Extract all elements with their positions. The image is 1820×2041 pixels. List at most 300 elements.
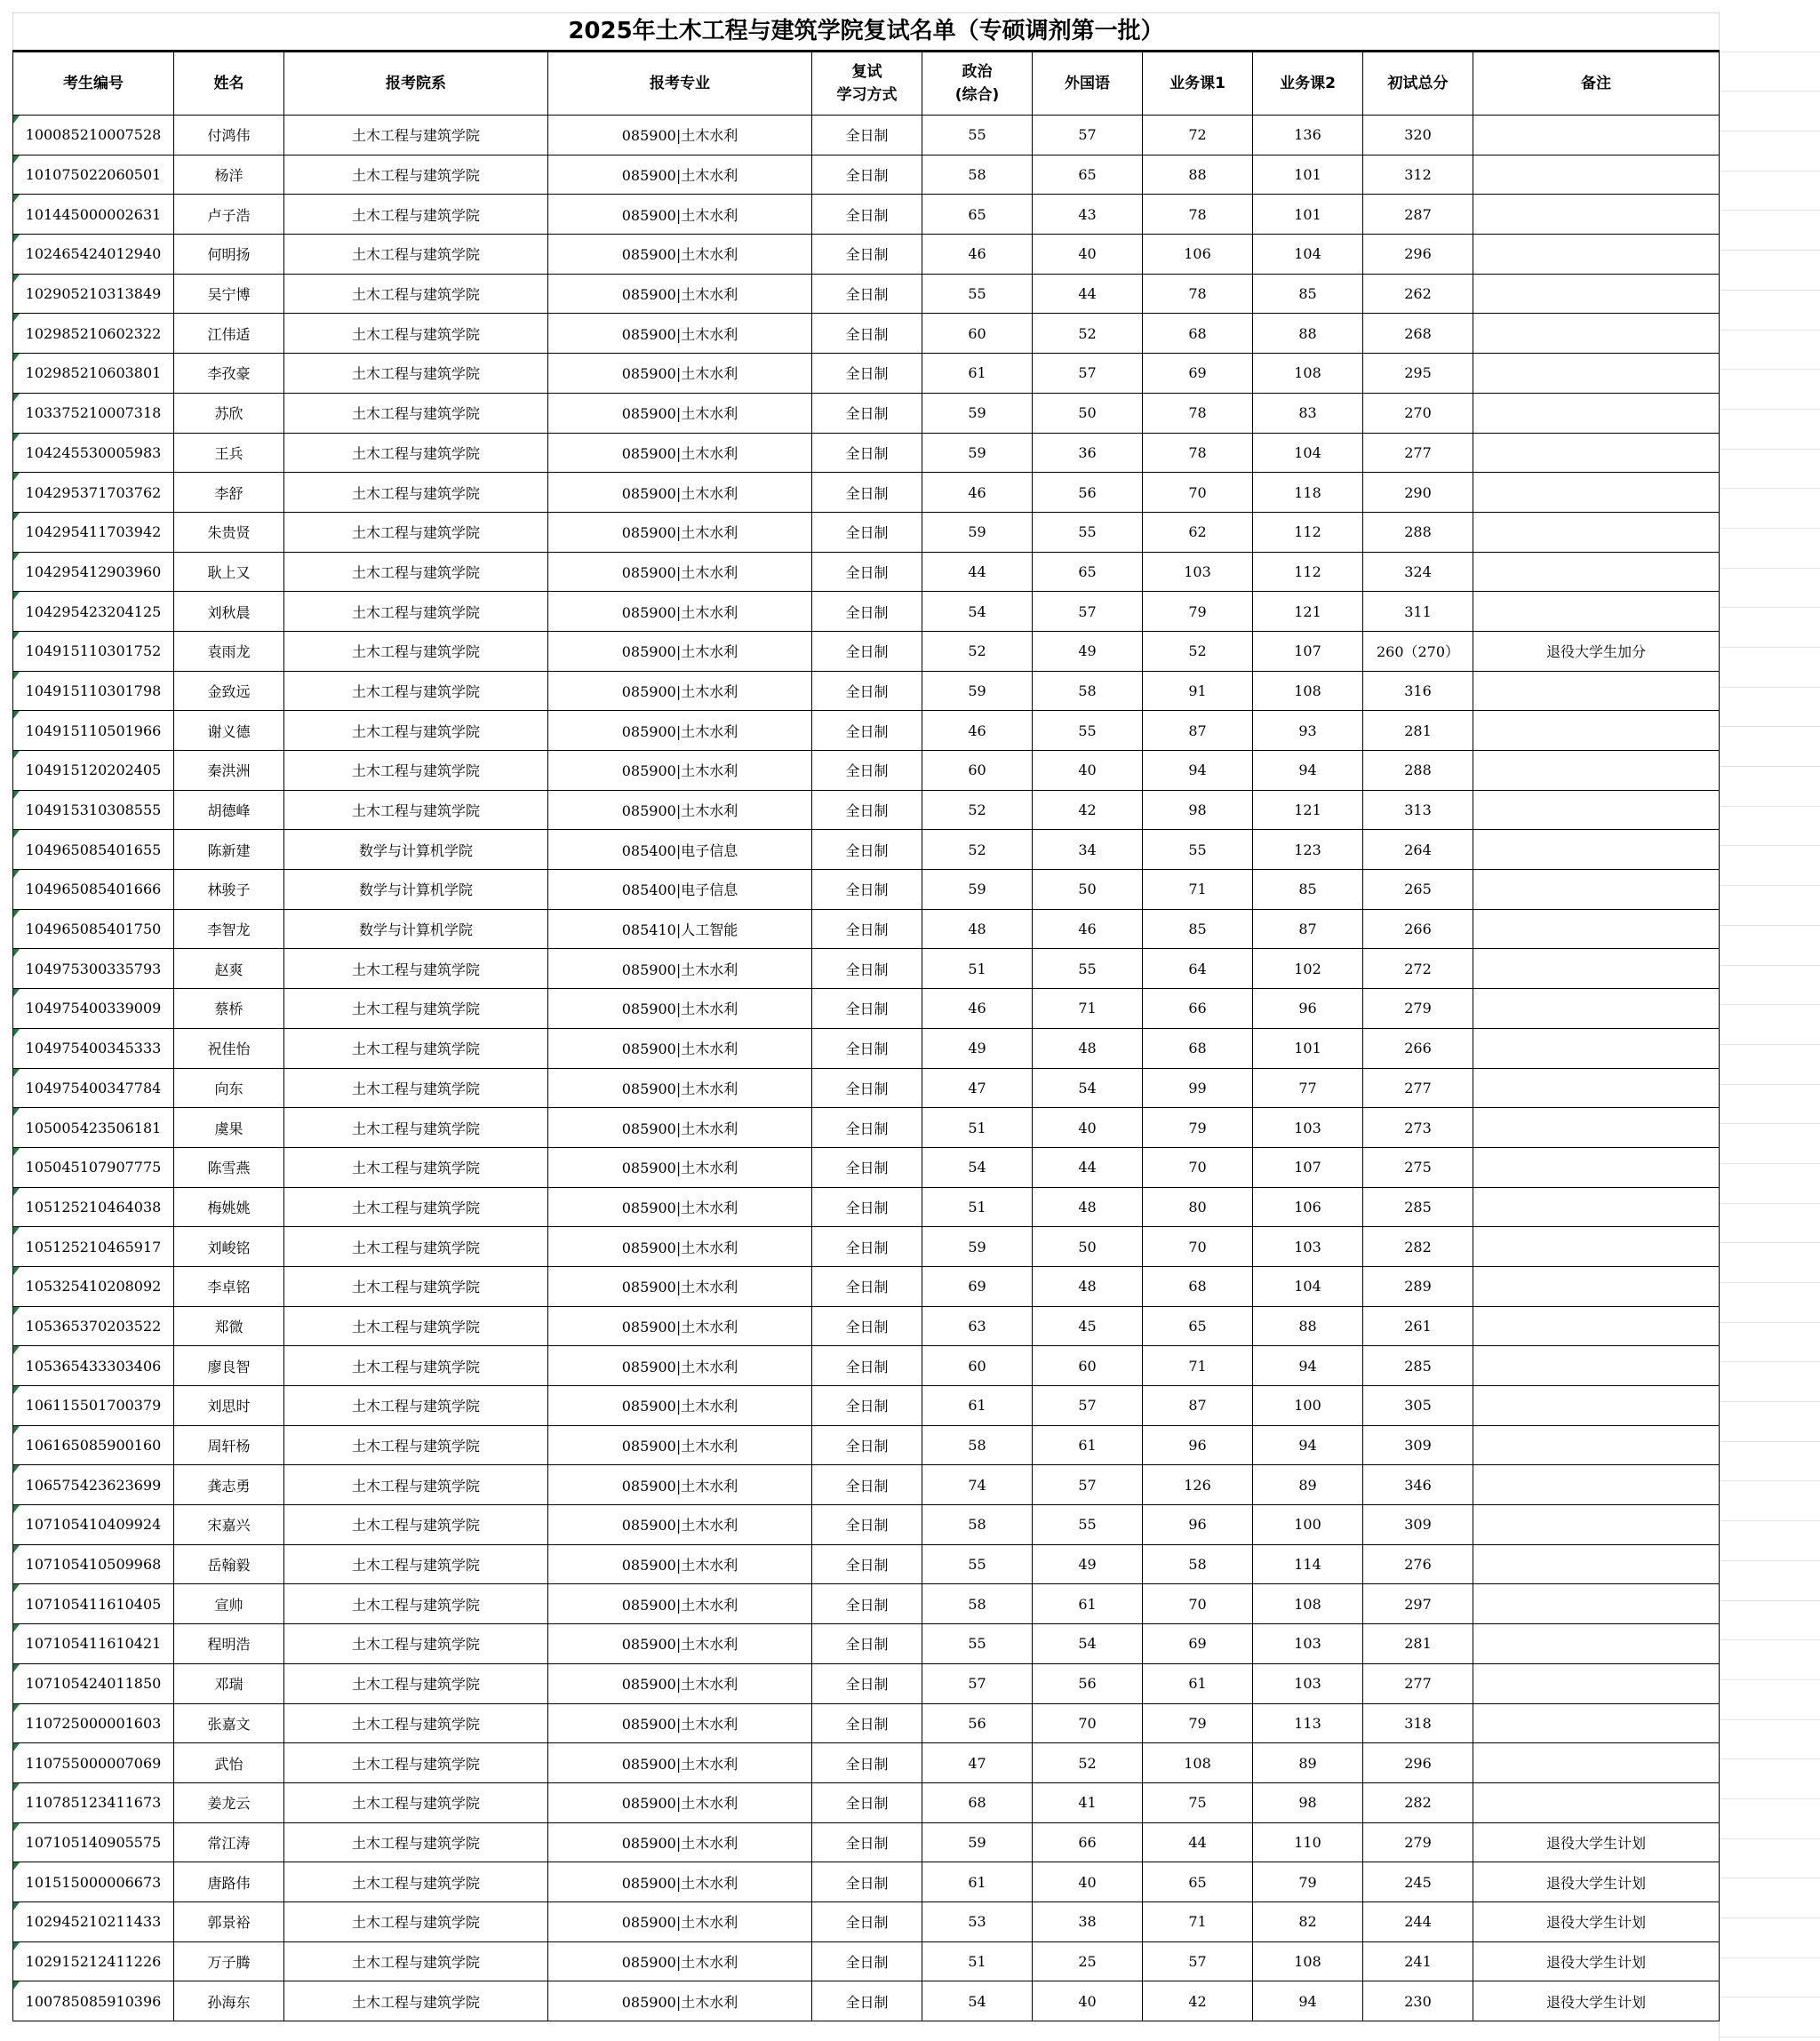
cell-note[interactable] (1473, 1386, 1720, 1426)
cell-major[interactable]: 085900|土木水利 (548, 1822, 812, 1862)
cell-study-mode[interactable]: 全日制 (812, 1068, 922, 1108)
cell-study-mode[interactable]: 全日制 (812, 1028, 922, 1068)
cell-course2[interactable]: 108 (1253, 354, 1363, 394)
cell-name[interactable]: 袁雨龙 (174, 631, 284, 671)
cell-name[interactable]: 赵爽 (174, 949, 284, 989)
cell-candidate-id[interactable]: 104965085401750 (13, 909, 174, 949)
cell-note[interactable] (1473, 1028, 1720, 1068)
cell-total-score[interactable]: 268 (1363, 314, 1473, 354)
cell-study-mode[interactable]: 全日制 (812, 1147, 922, 1187)
cell-total-score[interactable]: 311 (1363, 592, 1473, 632)
cell-course1[interactable]: 78 (1143, 195, 1253, 235)
cell-candidate-id[interactable]: 104975300335793 (13, 949, 174, 989)
cell-study-mode[interactable]: 全日制 (812, 711, 922, 751)
cell-department[interactable]: 土木工程与建筑学院 (284, 1782, 548, 1822)
cell-major[interactable]: 085900|土木水利 (548, 1465, 812, 1505)
cell-foreign-language[interactable]: 42 (1033, 790, 1143, 830)
cell-name[interactable]: 王兵 (174, 433, 284, 473)
cell-politics[interactable]: 59 (922, 393, 1033, 433)
cell-course1[interactable]: 68 (1143, 1028, 1253, 1068)
cell-department[interactable]: 土木工程与建筑学院 (284, 314, 548, 354)
cell-note[interactable] (1473, 1584, 1720, 1624)
cell-study-mode[interactable]: 全日制 (812, 1505, 922, 1545)
cell-major[interactable]: 085900|土木水利 (548, 1782, 812, 1822)
cell-note[interactable] (1473, 830, 1720, 870)
cell-note[interactable] (1473, 949, 1720, 989)
cell-foreign-language[interactable]: 40 (1033, 1981, 1143, 2021)
cell-course1[interactable]: 72 (1143, 116, 1253, 155)
cell-total-score[interactable]: 277 (1363, 433, 1473, 473)
cell-politics[interactable]: 46 (922, 235, 1033, 275)
cell-note[interactable] (1473, 1505, 1720, 1545)
cell-course1[interactable]: 103 (1143, 552, 1253, 592)
cell-course1[interactable]: 78 (1143, 393, 1253, 433)
cell-course1[interactable]: 78 (1143, 274, 1253, 314)
cell-major[interactable]: 085900|土木水利 (548, 393, 812, 433)
cell-foreign-language[interactable]: 61 (1033, 1584, 1143, 1624)
cell-foreign-language[interactable]: 58 (1033, 671, 1143, 711)
cell-name[interactable]: 万子腾 (174, 1941, 284, 1981)
cell-study-mode[interactable]: 全日制 (812, 1782, 922, 1822)
cell-politics[interactable]: 59 (922, 512, 1033, 552)
cell-name[interactable]: 武怡 (174, 1743, 284, 1783)
cell-department[interactable]: 数学与计算机学院 (284, 870, 548, 910)
cell-course2[interactable]: 102 (1253, 949, 1363, 989)
cell-course1[interactable]: 71 (1143, 1346, 1253, 1386)
cell-foreign-language[interactable]: 50 (1033, 870, 1143, 910)
empty-cell[interactable] (1720, 132, 1820, 171)
cell-total-score[interactable]: 312 (1363, 155, 1473, 195)
cell-note[interactable] (1473, 1465, 1720, 1505)
cell-foreign-language[interactable]: 48 (1033, 1187, 1143, 1227)
cell-study-mode[interactable]: 全日制 (812, 790, 922, 830)
empty-cell[interactable] (1720, 569, 1820, 609)
cell-major[interactable]: 085900|土木水利 (548, 1386, 812, 1426)
cell-foreign-language[interactable]: 61 (1033, 1425, 1143, 1465)
cell-department[interactable]: 土木工程与建筑学院 (284, 1346, 548, 1386)
cell-course2[interactable]: 85 (1253, 274, 1363, 314)
cell-note[interactable] (1473, 314, 1720, 354)
cell-candidate-id[interactable]: 104915110301798 (13, 671, 174, 711)
cell-politics[interactable]: 52 (922, 830, 1033, 870)
empty-cell[interactable] (1720, 648, 1820, 688)
cell-note[interactable] (1473, 870, 1720, 910)
cell-politics[interactable]: 59 (922, 1822, 1033, 1862)
cell-note[interactable] (1473, 790, 1720, 830)
cell-note[interactable] (1473, 235, 1720, 275)
cell-course1[interactable]: 65 (1143, 1862, 1253, 1902)
cell-name[interactable]: 金致远 (174, 671, 284, 711)
cell-major[interactable]: 085900|土木水利 (548, 1505, 812, 1545)
cell-name[interactable]: 祝佳怡 (174, 1028, 284, 1068)
cell-course2[interactable]: 123 (1253, 830, 1363, 870)
cell-politics[interactable]: 74 (922, 1465, 1033, 1505)
empty-cell[interactable] (1720, 807, 1820, 847)
cell-foreign-language[interactable]: 70 (1033, 1703, 1143, 1743)
cell-course1[interactable]: 65 (1143, 1306, 1253, 1346)
cell-note[interactable]: 退役大学生计划 (1473, 1822, 1720, 1862)
cell-politics[interactable]: 47 (922, 1743, 1033, 1783)
cell-candidate-id[interactable]: 110755000007069 (13, 1743, 174, 1783)
cell-politics[interactable]: 55 (922, 116, 1033, 155)
cell-politics[interactable]: 49 (922, 1028, 1033, 1068)
empty-cell[interactable] (1720, 767, 1820, 807)
cell-department[interactable]: 土木工程与建筑学院 (284, 790, 548, 830)
cell-study-mode[interactable]: 全日制 (812, 1187, 922, 1227)
cell-study-mode[interactable]: 全日制 (812, 1465, 922, 1505)
cell-candidate-id[interactable]: 104975400339009 (13, 989, 174, 1029)
cell-politics[interactable]: 58 (922, 1584, 1033, 1624)
cell-major[interactable]: 085900|土木水利 (548, 711, 812, 751)
cell-course2[interactable]: 101 (1253, 195, 1363, 235)
cell-study-mode[interactable]: 全日制 (812, 1703, 922, 1743)
cell-course1[interactable]: 70 (1143, 1147, 1253, 1187)
cell-foreign-language[interactable]: 40 (1033, 751, 1143, 791)
cell-major[interactable]: 085400|电子信息 (548, 870, 812, 910)
cell-note[interactable] (1473, 1743, 1720, 1783)
cell-foreign-language[interactable]: 57 (1033, 116, 1143, 155)
cell-name[interactable]: 郭景裕 (174, 1901, 284, 1941)
cell-politics[interactable]: 58 (922, 155, 1033, 195)
cell-course1[interactable]: 70 (1143, 1584, 1253, 1624)
cell-department[interactable]: 土木工程与建筑学院 (284, 512, 548, 552)
cell-candidate-id[interactable]: 107105410409924 (13, 1505, 174, 1545)
empty-cell[interactable] (1720, 846, 1820, 886)
cell-candidate-id[interactable]: 107105411610405 (13, 1584, 174, 1624)
empty-cell[interactable] (1720, 688, 1820, 728)
cell-department[interactable]: 土木工程与建筑学院 (284, 1266, 548, 1306)
empty-cell[interactable] (1720, 727, 1820, 767)
cell-course1[interactable]: 80 (1143, 1187, 1253, 1227)
cell-name[interactable]: 郑微 (174, 1306, 284, 1346)
cell-total-score[interactable]: 264 (1363, 830, 1473, 870)
empty-cell[interactable] (1720, 1958, 1820, 1998)
cell-note[interactable]: 退役大学生加分 (1473, 631, 1720, 671)
cell-major[interactable]: 085900|土木水利 (548, 671, 812, 711)
empty-cell[interactable] (1720, 1442, 1820, 1482)
cell-course1[interactable]: 99 (1143, 1068, 1253, 1108)
cell-study-mode[interactable]: 全日制 (812, 1981, 922, 2021)
cell-note[interactable] (1473, 1663, 1720, 1703)
cell-department[interactable]: 土木工程与建筑学院 (284, 1227, 548, 1267)
cell-foreign-language[interactable]: 50 (1033, 1227, 1143, 1267)
cell-study-mode[interactable]: 全日制 (812, 116, 922, 155)
cell-department[interactable]: 土木工程与建筑学院 (284, 1584, 548, 1624)
cell-course1[interactable]: 126 (1143, 1465, 1253, 1505)
cell-candidate-id[interactable]: 104915120202405 (13, 751, 174, 791)
cell-politics[interactable]: 46 (922, 989, 1033, 1029)
cell-course1[interactable]: 57 (1143, 1941, 1253, 1981)
cell-major[interactable]: 085900|土木水利 (548, 1306, 812, 1346)
cell-major[interactable]: 085900|土木水利 (548, 1862, 812, 1902)
cell-name[interactable]: 姜龙云 (174, 1782, 284, 1822)
cell-course2[interactable]: 104 (1253, 433, 1363, 473)
cell-name[interactable]: 李孜豪 (174, 354, 284, 394)
cell-major[interactable]: 085900|土木水利 (548, 116, 812, 155)
cell-name[interactable]: 秦洪洲 (174, 751, 284, 791)
cell-foreign-language[interactable]: 43 (1033, 195, 1143, 235)
cell-course1[interactable]: 91 (1143, 671, 1253, 711)
cell-major[interactable]: 085900|土木水利 (548, 790, 812, 830)
cell-course2[interactable]: 83 (1253, 393, 1363, 433)
cell-course1[interactable]: 71 (1143, 1901, 1253, 1941)
cell-name[interactable]: 宣帅 (174, 1584, 284, 1624)
cell-department[interactable]: 土木工程与建筑学院 (284, 1624, 548, 1664)
cell-foreign-language[interactable]: 52 (1033, 314, 1143, 354)
cell-candidate-id[interactable]: 102915212411226 (13, 1941, 174, 1981)
cell-total-score[interactable]: 290 (1363, 473, 1473, 513)
cell-candidate-id[interactable]: 110785123411673 (13, 1782, 174, 1822)
cell-course1[interactable]: 68 (1143, 1266, 1253, 1306)
cell-foreign-language[interactable]: 48 (1033, 1266, 1143, 1306)
cell-politics[interactable]: 59 (922, 433, 1033, 473)
empty-cell[interactable] (1720, 211, 1820, 251)
empty-cell[interactable] (1720, 1521, 1820, 1561)
cell-candidate-id[interactable]: 101445000002631 (13, 195, 174, 235)
cell-politics[interactable]: 51 (922, 1941, 1033, 1981)
cell-major[interactable]: 085900|土木水利 (548, 433, 812, 473)
cell-total-score[interactable]: 295 (1363, 354, 1473, 394)
cell-course1[interactable]: 96 (1143, 1425, 1253, 1465)
cell-foreign-language[interactable]: 57 (1033, 354, 1143, 394)
cell-total-score[interactable]: 288 (1363, 512, 1473, 552)
cell-politics[interactable]: 51 (922, 1187, 1033, 1227)
cell-course1[interactable]: 70 (1143, 1227, 1253, 1267)
cell-name[interactable]: 吴宁博 (174, 274, 284, 314)
cell-politics[interactable]: 61 (922, 354, 1033, 394)
cell-candidate-id[interactable]: 106165085900160 (13, 1425, 174, 1465)
cell-department[interactable]: 土木工程与建筑学院 (284, 592, 548, 632)
cell-total-score[interactable]: 277 (1363, 1068, 1473, 1108)
cell-foreign-language[interactable]: 54 (1033, 1624, 1143, 1664)
cell-course2[interactable]: 89 (1253, 1743, 1363, 1783)
cell-course2[interactable]: 103 (1253, 1227, 1363, 1267)
cell-total-score[interactable]: 285 (1363, 1346, 1473, 1386)
cell-course2[interactable]: 112 (1253, 552, 1363, 592)
cell-note[interactable] (1473, 393, 1720, 433)
cell-name[interactable]: 刘峻铭 (174, 1227, 284, 1267)
empty-cell[interactable] (1720, 1481, 1820, 1521)
cell-politics[interactable]: 54 (922, 1981, 1033, 2021)
empty-cell[interactable] (1720, 1362, 1820, 1402)
cell-course2[interactable]: 100 (1253, 1386, 1363, 1426)
cell-course1[interactable]: 52 (1143, 631, 1253, 671)
cell-note[interactable]: 退役大学生计划 (1473, 1862, 1720, 1902)
cell-study-mode[interactable]: 全日制 (812, 1266, 922, 1306)
cell-study-mode[interactable]: 全日制 (812, 1862, 922, 1902)
cell-course1[interactable]: 69 (1143, 1624, 1253, 1664)
cell-total-score[interactable]: 296 (1363, 235, 1473, 275)
cell-candidate-id[interactable]: 105125210465917 (13, 1227, 174, 1267)
cell-course1[interactable]: 108 (1143, 1743, 1253, 1783)
cell-total-score[interactable]: 305 (1363, 1386, 1473, 1426)
cell-major[interactable]: 085410|人工智能 (548, 909, 812, 949)
cell-department[interactable]: 土木工程与建筑学院 (284, 195, 548, 235)
cell-department[interactable]: 土木工程与建筑学院 (284, 1386, 548, 1426)
cell-course1[interactable]: 44 (1143, 1822, 1253, 1862)
cell-study-mode[interactable]: 全日制 (812, 631, 922, 671)
cell-name[interactable]: 谢义德 (174, 711, 284, 751)
cell-department[interactable]: 土木工程与建筑学院 (284, 1187, 548, 1227)
cell-department[interactable]: 土木工程与建筑学院 (284, 989, 548, 1029)
cell-note[interactable] (1473, 909, 1720, 949)
cell-department[interactable]: 土木工程与建筑学院 (284, 1068, 548, 1108)
cell-study-mode[interactable]: 全日制 (812, 314, 922, 354)
empty-cell[interactable] (1720, 171, 1820, 211)
cell-candidate-id[interactable]: 107105410509968 (13, 1544, 174, 1584)
cell-name[interactable]: 胡德峰 (174, 790, 284, 830)
cell-major[interactable]: 085900|土木水利 (548, 1266, 812, 1306)
cell-course2[interactable]: 121 (1253, 790, 1363, 830)
cell-name[interactable]: 廖良智 (174, 1346, 284, 1386)
cell-note[interactable] (1473, 751, 1720, 791)
cell-course2[interactable]: 106 (1253, 1187, 1363, 1227)
cell-note[interactable] (1473, 1346, 1720, 1386)
cell-note[interactable] (1473, 1068, 1720, 1108)
cell-course2[interactable]: 94 (1253, 1346, 1363, 1386)
cell-study-mode[interactable]: 全日制 (812, 671, 922, 711)
cell-course2[interactable]: 113 (1253, 1703, 1363, 1743)
cell-candidate-id[interactable]: 104965085401666 (13, 870, 174, 910)
cell-study-mode[interactable]: 全日制 (812, 1346, 922, 1386)
cell-total-score[interactable]: 244 (1363, 1901, 1473, 1941)
cell-note[interactable] (1473, 552, 1720, 592)
empty-cell[interactable] (1720, 1918, 1820, 1958)
cell-total-score[interactable]: 279 (1363, 989, 1473, 1029)
cell-course2[interactable]: 103 (1253, 1108, 1363, 1148)
cell-foreign-language[interactable]: 49 (1033, 631, 1143, 671)
cell-major[interactable]: 085900|土木水利 (548, 1901, 812, 1941)
cell-name[interactable]: 岳翰毅 (174, 1544, 284, 1584)
empty-cell[interactable] (1720, 1799, 1820, 1839)
cell-foreign-language[interactable]: 34 (1033, 830, 1143, 870)
cell-course2[interactable]: 107 (1253, 1147, 1363, 1187)
cell-note[interactable] (1473, 1782, 1720, 1822)
cell-study-mode[interactable]: 全日制 (812, 592, 922, 632)
cell-foreign-language[interactable]: 57 (1033, 592, 1143, 632)
cell-department[interactable]: 土木工程与建筑学院 (284, 354, 548, 394)
cell-total-score[interactable]: 281 (1363, 711, 1473, 751)
cell-candidate-id[interactable]: 104295412903960 (13, 552, 174, 592)
cell-department[interactable]: 土木工程与建筑学院 (284, 1703, 548, 1743)
cell-department[interactable]: 土木工程与建筑学院 (284, 1147, 548, 1187)
cell-major[interactable]: 085900|土木水利 (548, 1624, 812, 1664)
cell-candidate-id[interactable]: 104245530005983 (13, 433, 174, 473)
cell-total-score[interactable]: 309 (1363, 1425, 1473, 1465)
cell-course2[interactable]: 85 (1253, 870, 1363, 910)
cell-name[interactable]: 虞果 (174, 1108, 284, 1148)
cell-department[interactable]: 土木工程与建筑学院 (284, 1425, 548, 1465)
cell-course2[interactable]: 118 (1253, 473, 1363, 513)
cell-total-score[interactable]: 273 (1363, 1108, 1473, 1148)
cell-study-mode[interactable]: 全日制 (812, 552, 922, 592)
cell-major[interactable]: 085900|土木水利 (548, 512, 812, 552)
cell-note[interactable] (1473, 433, 1720, 473)
cell-study-mode[interactable]: 全日制 (812, 1544, 922, 1584)
cell-department[interactable]: 土木工程与建筑学院 (284, 1981, 548, 2021)
cell-foreign-language[interactable]: 57 (1033, 1386, 1143, 1426)
cell-study-mode[interactable]: 全日制 (812, 473, 922, 513)
cell-major[interactable]: 085900|土木水利 (548, 592, 812, 632)
cell-course1[interactable]: 62 (1143, 512, 1253, 552)
cell-course2[interactable]: 96 (1253, 989, 1363, 1029)
cell-name[interactable]: 卢子浩 (174, 195, 284, 235)
cell-course1[interactable]: 88 (1143, 155, 1253, 195)
cell-politics[interactable]: 47 (922, 1068, 1033, 1108)
cell-course2[interactable]: 114 (1253, 1544, 1363, 1584)
cell-name[interactable]: 邓瑞 (174, 1663, 284, 1703)
cell-politics[interactable]: 53 (922, 1901, 1033, 1941)
cell-major[interactable]: 085900|土木水利 (548, 1703, 812, 1743)
empty-cell[interactable] (1720, 251, 1820, 291)
cell-course2[interactable]: 104 (1253, 235, 1363, 275)
cell-major[interactable]: 085900|土木水利 (548, 195, 812, 235)
cell-politics[interactable]: 69 (922, 1266, 1033, 1306)
cell-politics[interactable]: 58 (922, 1505, 1033, 1545)
cell-note[interactable]: 退役大学生计划 (1473, 1901, 1720, 1941)
cell-total-score[interactable]: 281 (1363, 1624, 1473, 1664)
cell-total-score[interactable]: 346 (1363, 1465, 1473, 1505)
cell-study-mode[interactable]: 全日制 (812, 1941, 922, 1981)
cell-note[interactable] (1473, 274, 1720, 314)
cell-candidate-id[interactable]: 105005423506181 (13, 1108, 174, 1148)
cell-course2[interactable]: 103 (1253, 1663, 1363, 1703)
cell-note[interactable] (1473, 473, 1720, 513)
cell-politics[interactable]: 51 (922, 949, 1033, 989)
cell-department[interactable]: 土木工程与建筑学院 (284, 949, 548, 989)
cell-total-score[interactable]: 241 (1363, 1941, 1473, 1981)
cell-name[interactable]: 朱贵贤 (174, 512, 284, 552)
cell-foreign-language[interactable]: 56 (1033, 473, 1143, 513)
cell-foreign-language[interactable]: 71 (1033, 989, 1143, 1029)
cell-department[interactable]: 土木工程与建筑学院 (284, 393, 548, 433)
cell-course1[interactable]: 87 (1143, 711, 1253, 751)
empty-cell[interactable] (1720, 608, 1820, 648)
cell-department[interactable]: 土木工程与建筑学院 (284, 1306, 548, 1346)
cell-note[interactable] (1473, 195, 1720, 235)
cell-course1[interactable]: 55 (1143, 830, 1253, 870)
cell-politics[interactable]: 59 (922, 1227, 1033, 1267)
cell-politics[interactable]: 60 (922, 314, 1033, 354)
empty-cell[interactable] (1720, 529, 1820, 569)
cell-department[interactable]: 土木工程与建筑学院 (284, 116, 548, 155)
cell-course2[interactable]: 121 (1253, 592, 1363, 632)
cell-name[interactable]: 耿上又 (174, 552, 284, 592)
cell-name[interactable]: 孙海东 (174, 1981, 284, 2021)
cell-name[interactable]: 刘思时 (174, 1386, 284, 1426)
cell-note[interactable] (1473, 711, 1720, 751)
cell-course2[interactable]: 94 (1253, 1425, 1363, 1465)
cell-study-mode[interactable]: 全日制 (812, 1108, 922, 1148)
empty-cell[interactable] (1720, 370, 1820, 410)
cell-course1[interactable]: 58 (1143, 1544, 1253, 1584)
cell-candidate-id[interactable]: 104915110301752 (13, 631, 174, 671)
cell-politics[interactable]: 61 (922, 1862, 1033, 1902)
cell-major[interactable]: 085900|土木水利 (548, 1147, 812, 1187)
cell-candidate-id[interactable]: 104915310308555 (13, 790, 174, 830)
cell-total-score[interactable]: 320 (1363, 116, 1473, 155)
cell-note[interactable] (1473, 1703, 1720, 1743)
cell-name[interactable]: 常江涛 (174, 1822, 284, 1862)
cell-course2[interactable]: 103 (1253, 1624, 1363, 1664)
cell-note[interactable]: 退役大学生计划 (1473, 1941, 1720, 1981)
cell-total-score[interactable]: 296 (1363, 1743, 1473, 1783)
cell-major[interactable]: 085900|土木水利 (548, 274, 812, 314)
cell-politics[interactable]: 51 (922, 1108, 1033, 1148)
cell-course1[interactable]: 94 (1143, 751, 1253, 791)
empty-cell[interactable] (1720, 1323, 1820, 1363)
cell-name[interactable]: 龚志勇 (174, 1465, 284, 1505)
